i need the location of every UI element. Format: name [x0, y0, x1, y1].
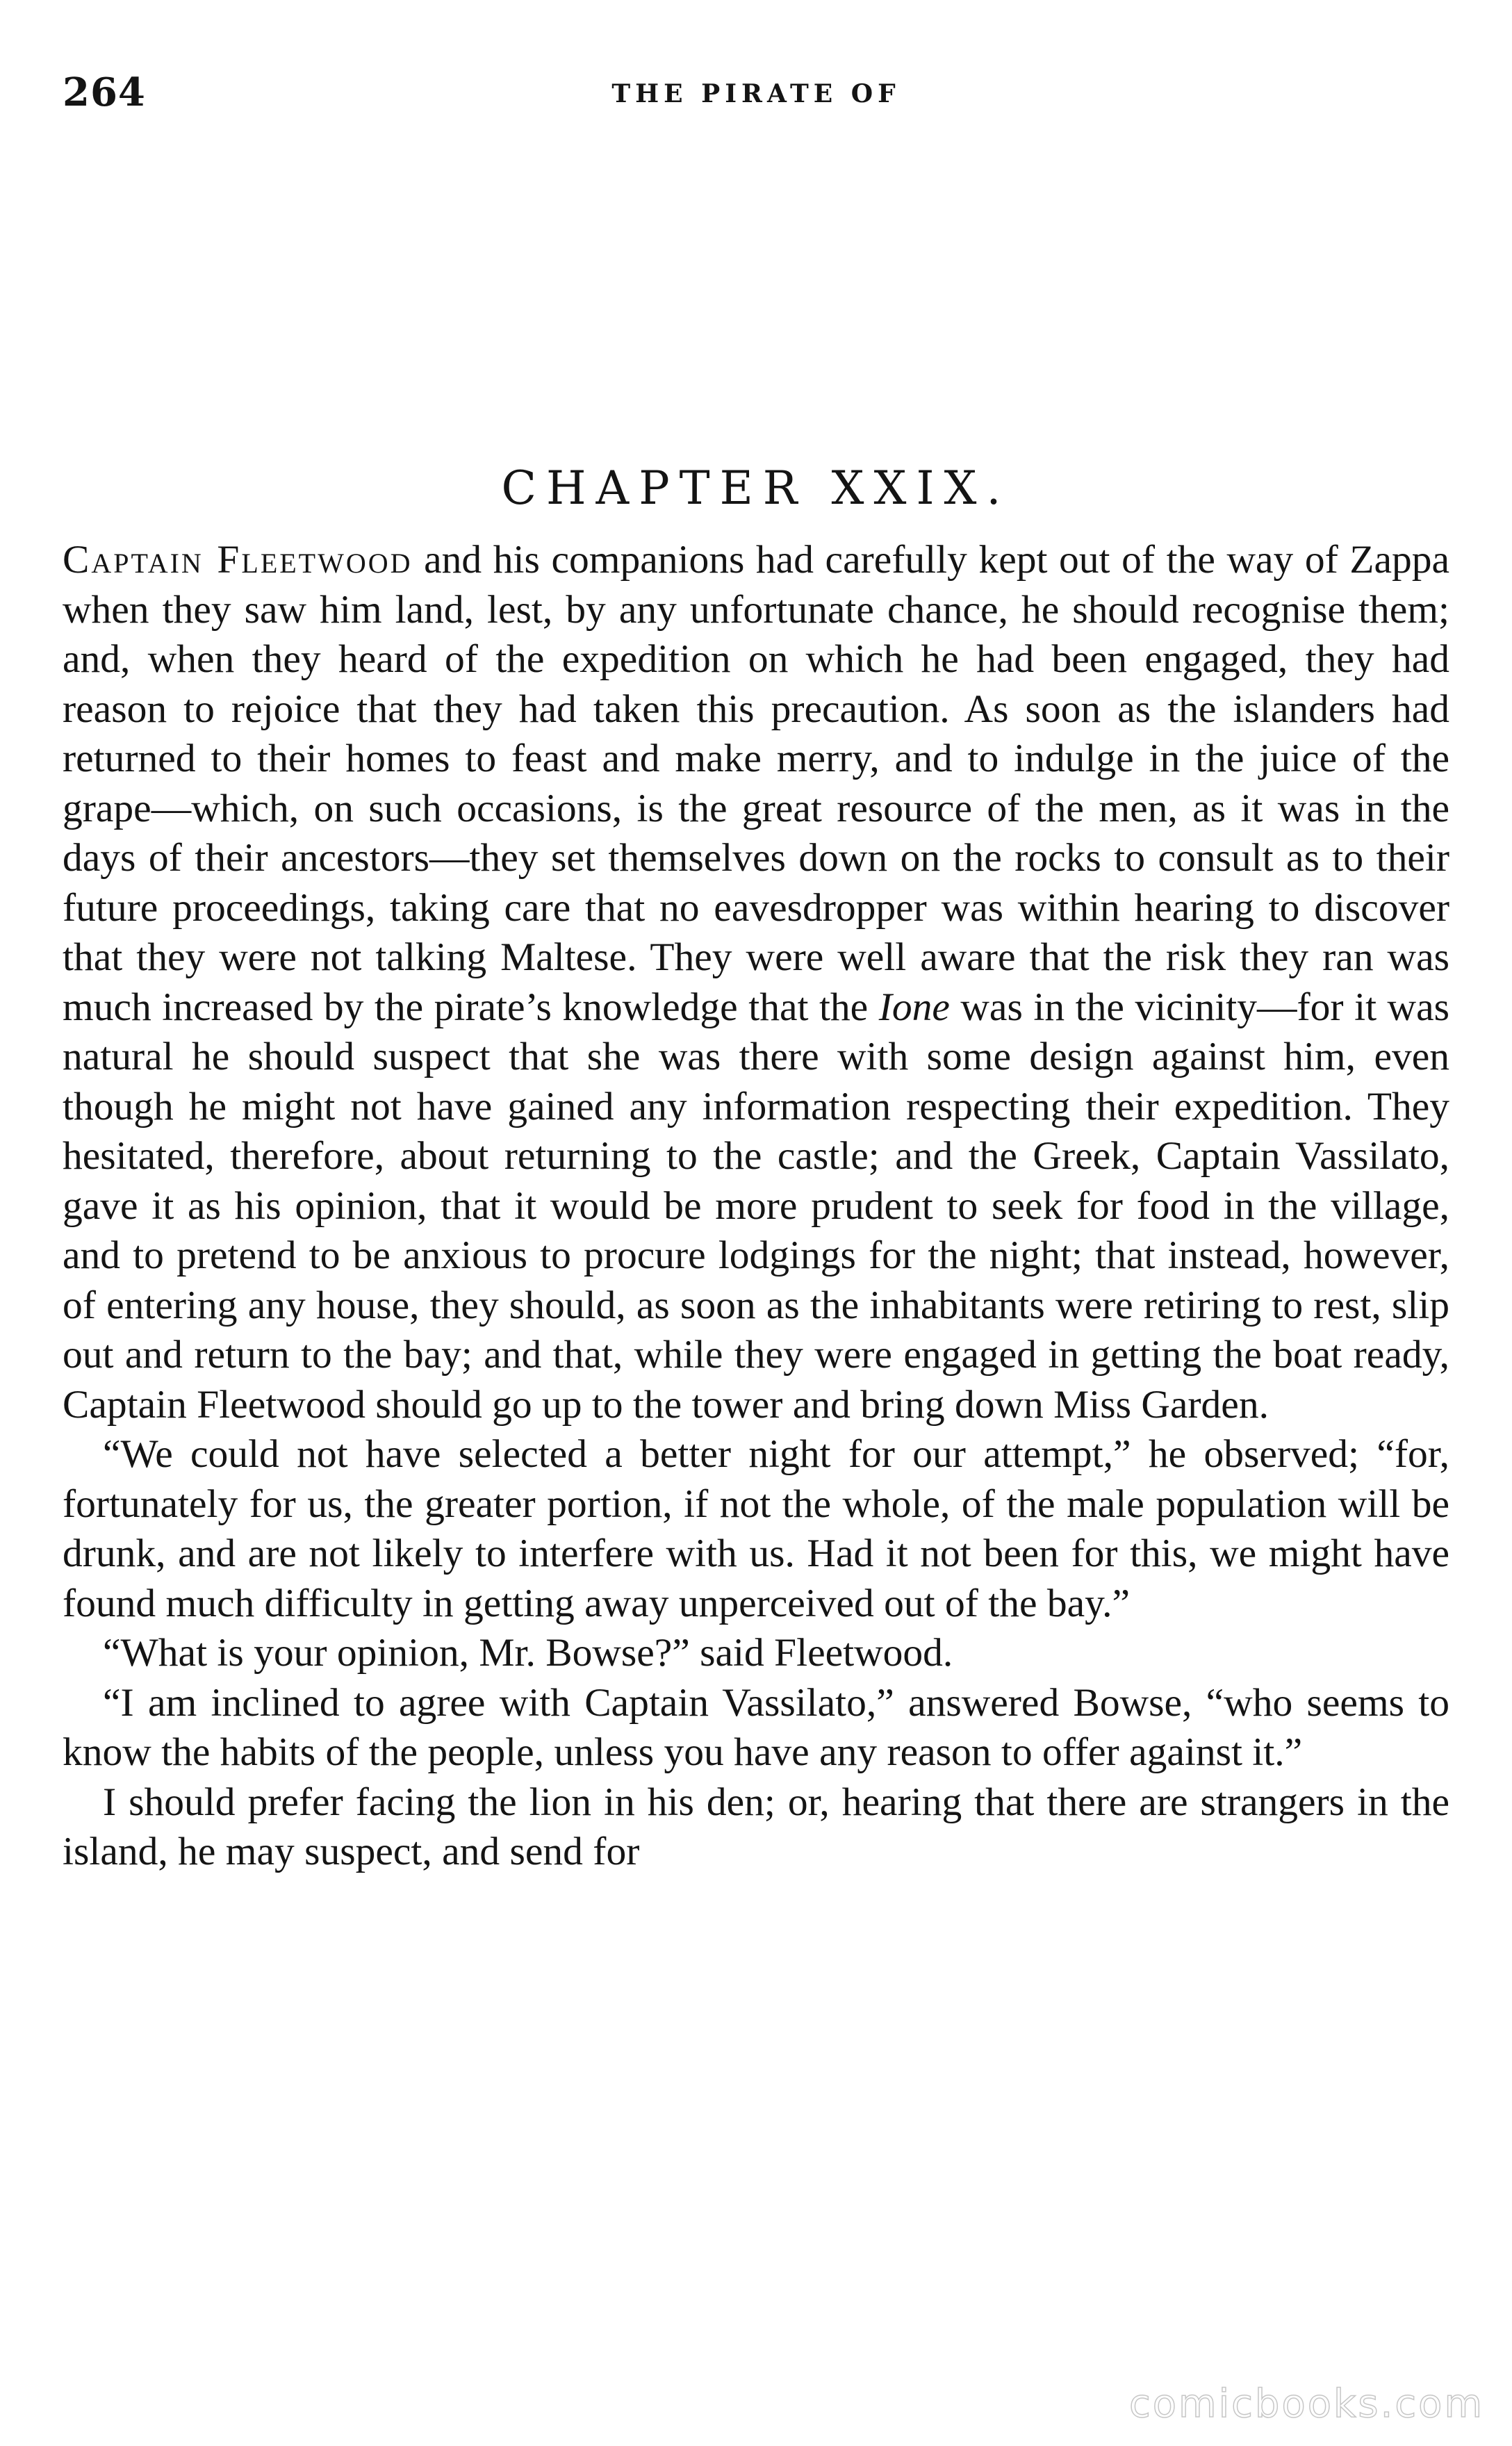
body-text — [63, 535, 1449, 1877]
paragraph-1-text-continued: was in the vicinity—for it was natural he should suspect that she was there with some design against him, even though he might not have gained any information respecting their expedition. They hesitated, therefore, about returning to the castle; and the Greek, Captain Vassilato, gave it as his opinion, that it would be more prudent to seek for food in the village, and to pretend to be anxious to procure lodgings for the night; that instead, however, of entering any house, they should, as soon as the inhabitants were retiring to rest, slip out and return to the bay; and that, while they were engaged in getting the boat ready, Captain Fleetwood should go up to the tower and bring down Miss Garden. — [63, 985, 1449, 1427]
running-head: THE PIRATE OF — [611, 79, 901, 108]
paragraph-5: I should prefer facing the lion in his den; or, hearing that there are strangers in the island, he may suspect, and send for — [63, 1780, 1449, 1873]
paragraph-1 — [63, 535, 1449, 1429]
page-header — [63, 69, 1449, 125]
paragraph-1-text: and his companions had carefully kept out of the way of Zappa when they saw him land, lest, by any unfortunate chance, he should recognise them; and, when they heard of the expedition on which he had been engaged, they had reason to rejoice that they had taken this precaution. As soon as the islanders had returned to their homes to feast and make merry, and to indulge in the juice of the grape—which, on such occasions, is the great resource of the men, as it was in the days of their ancestors—they set themselves down on the rocks to consult as to their future proceedings, taking care that no eavesdropper was within hearing to discover that they were not talking Maltese. They were well aware that the risk they ran was much increased by the pirate’s knowledge that the — [63, 538, 1450, 1029]
ship-name: Ione — [878, 985, 950, 1029]
paragraph-2: “We could not have selected a better night for our attempt,” he observed; “for, fortunately for us, the greater portion, if not the whole, of the male population will be drunk, and are not likely to interfere with us. Had it not been for this, we might have found much difficulty in getting away unperceived out of the bay.” — [63, 1432, 1449, 1625]
lead-in-name: Captain Fleetwood — [63, 538, 413, 582]
paragraph-4: “I am inclined to agree with Captain Vassilato,” answered Bowse, “who seems to know the habits of the people, unless you have any reason to offer against it.” — [63, 1680, 1449, 1774]
watermark: comicbooks.com — [1128, 2381, 1484, 2427]
paragraph-3: “What is your opinion, Mr. Bowse?” said Fleetwood. — [103, 1631, 953, 1675]
page-number: 264 — [63, 69, 146, 115]
chapter-title: CHAPTER XXIX. — [501, 461, 1011, 516]
